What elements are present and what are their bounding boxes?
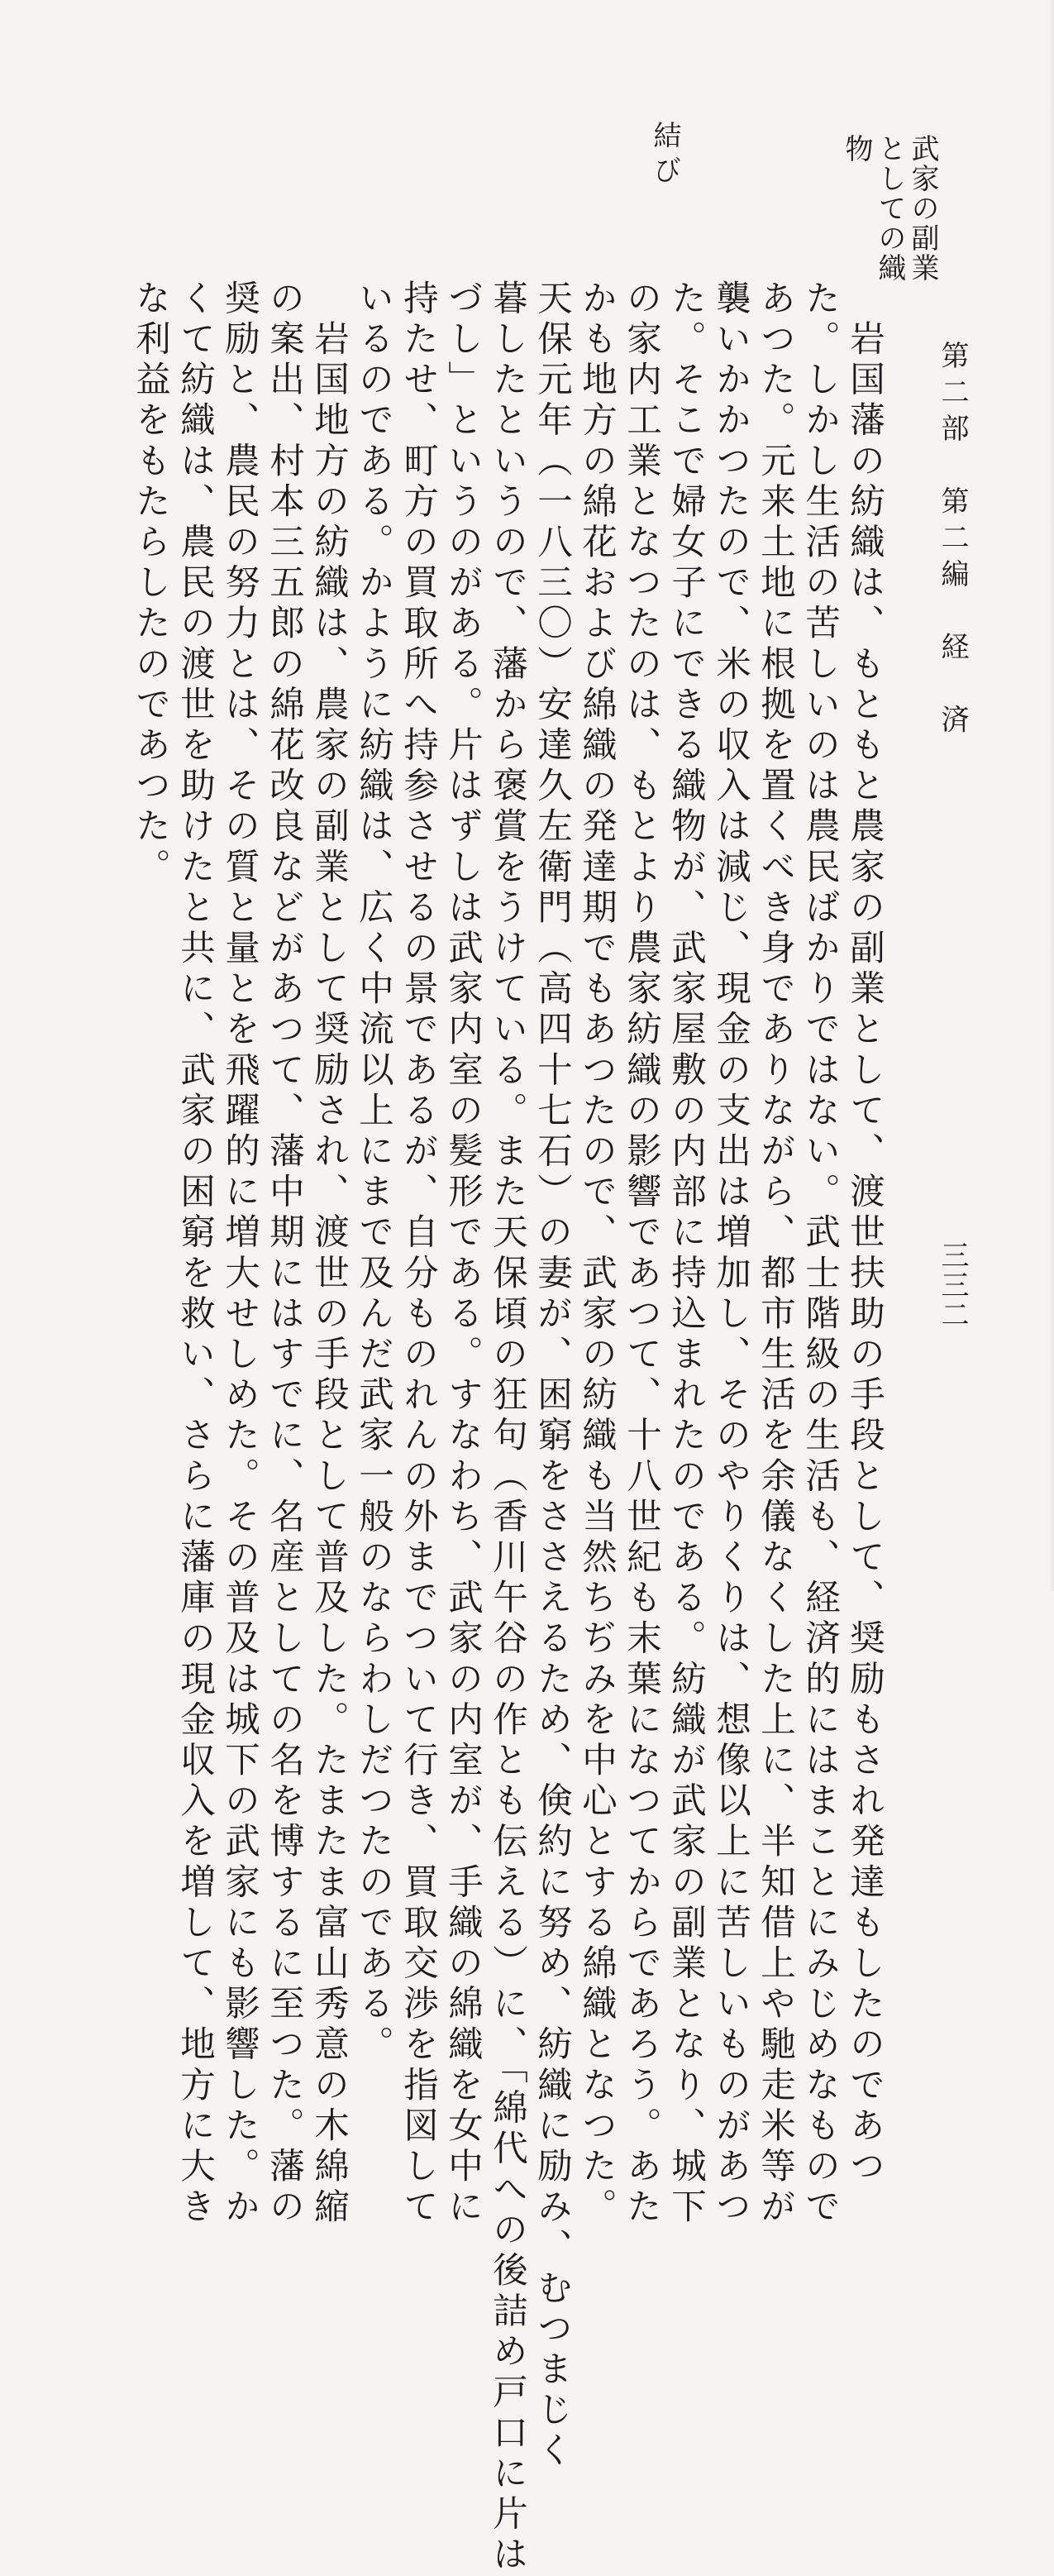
text-line: た。そこで婦女子にできる織物が、武家屋敷の内部に持込まれたのである。紡織が武家の副業となり、城下 (665, 280, 706, 2229)
text-line: 暮したというので、藩から褒賞をうけている。また天保頃の狂句（香川午谷の作とも伝える）に、「綿代への後詰め戸口に片は (487, 280, 527, 2576)
text-line: 岩国藩の紡織は、もともと農家の副業として、渡世扶助の手段として、奨励もされ発達もしたのであつ (844, 280, 885, 2188)
text-line: 襲いかかつたので、米の収入は減じ、現金の支出は増加し、そのやりくりは、想像以上に苦しいものがあつ (710, 280, 751, 2229)
text-line: あつた。元来土地に根拠を置くべき身でありながら、都市生活を余儀なくした上に、半知借上や馳走米等が (755, 280, 795, 2229)
text-line: いるのである。かように紡織は、広く中流以上にまで及んだ武家一般のならわしだつたのである。 (353, 280, 393, 2067)
text-line: な利益をもたらしたのであつた。 (130, 280, 170, 889)
page-edge (1049, 0, 1054, 1591)
page-number: 三三二 (936, 1240, 969, 1330)
text-line: 天保元年（一八三〇）安達久左衛門（高四十七石）の妻が、困窮をささえるため、倹約に努め、紡織に励み、むつまじく (532, 280, 572, 2473)
text-line: 岩国地方の紡織は、農家の副業として奨励され、渡世の手段として普及した。たまたま富山秀意の木綿縮 (308, 280, 349, 2229)
side-heading-line: 武家の副業 (906, 134, 939, 283)
text-line: 持たせ、町方の買取所へ持参させるの景であるが、自分ものれんの外までついて行き、買取交渉を指図して (398, 280, 438, 2229)
running-head: 第二部 第二編 経 済 (936, 341, 969, 741)
side-heading-samurai-side-business (840, 134, 939, 283)
text-line: かも地方の綿花および綿織の発達期でもあつたので、武家の紡織も当然ちぢみを中心とする綿織となつた。 (576, 280, 617, 2229)
body-text (93, 280, 886, 2576)
text-line: くて紡織は、農民の渡世を助けたと共に、武家の困窮を救い、さらに藩庫の現金収入を増して、地方に大き (174, 280, 215, 2229)
text-line: づし」というのがある。片はずしは武家内室の髪形である。すなわち、武家の内室が、手織の綿織を女中に (442, 280, 483, 2229)
text-line: の家内工業となつたのは、もとより農家紡織の影響であつて、十八世紀も末葉になつてからであろう。あた (621, 280, 661, 2229)
side-heading-conclusion: 結び (648, 121, 681, 190)
text-line: の案出、村本三五郎の綿花改良などがあつて、藩中期にはすでに、名産としての名を博するに至つた。藩の (264, 280, 304, 2229)
text-line: た。しかし生活の苦しいのは農民ばかりではない。武士階級の生活も、経済的にはまことにみじめなもので (799, 280, 840, 2229)
text-line: 奨励と、農民の努力とは、その質と量とを飛躍的に増大せしめた。その普及は城下の武家にも影響した。か (219, 280, 260, 2229)
side-heading-line: としての織 (873, 134, 906, 283)
side-heading-line: 物 (840, 134, 873, 164)
